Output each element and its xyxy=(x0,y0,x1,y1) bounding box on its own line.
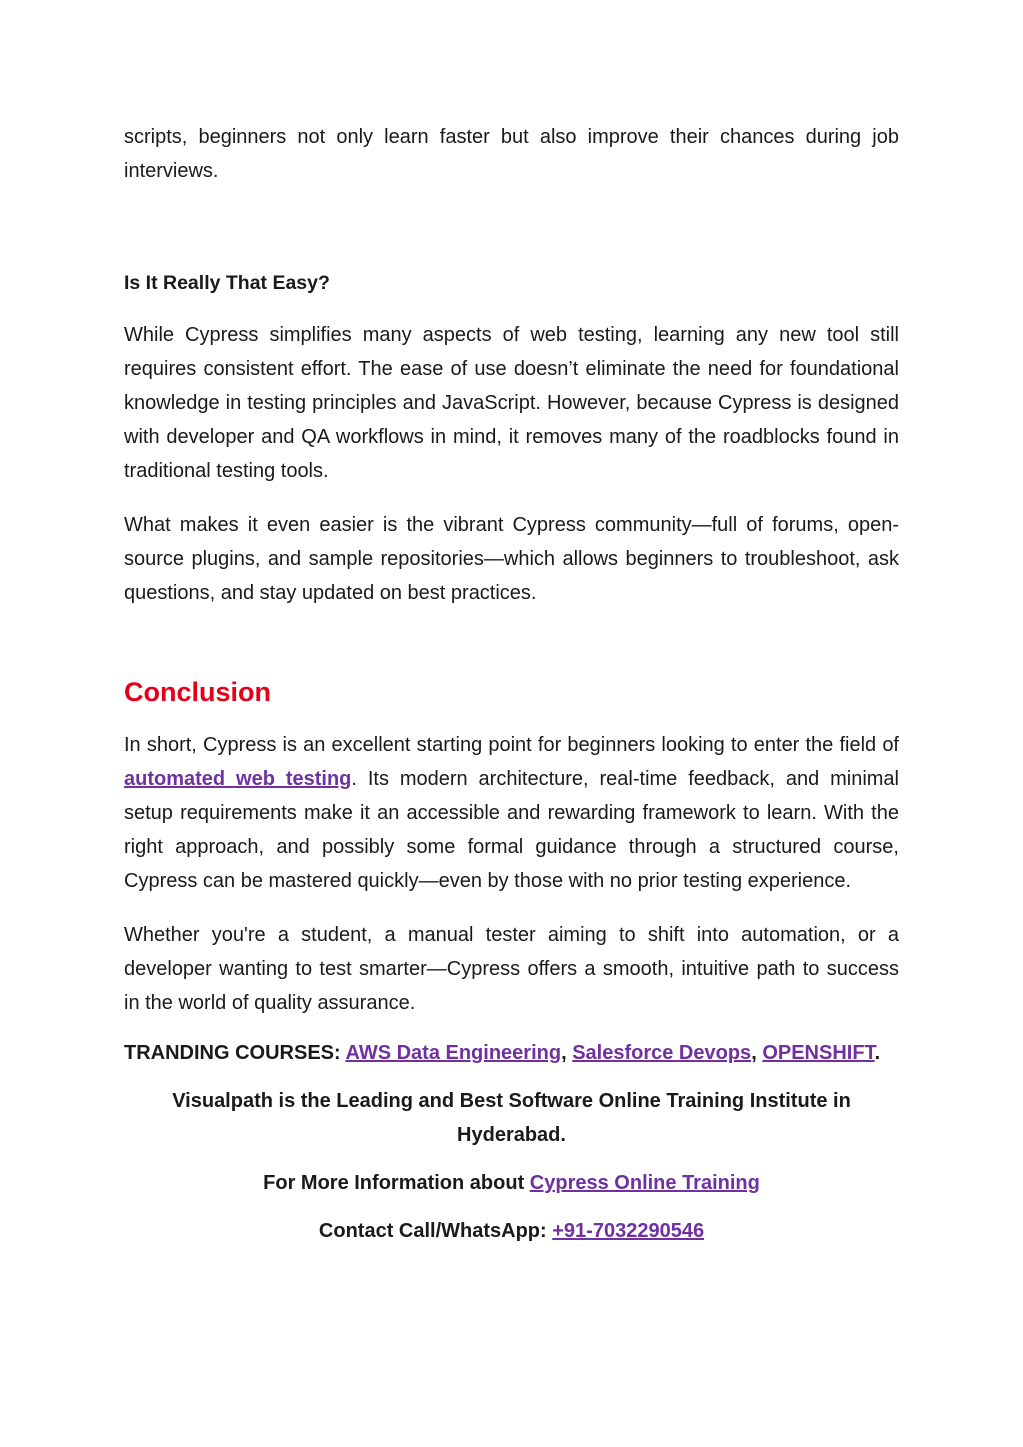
courses-separator: , xyxy=(561,1042,573,1064)
more-info-line xyxy=(124,1166,899,1200)
course-link-salesforce-devops[interactable]: Salesforce Devops xyxy=(572,1042,752,1064)
conclusion-text-before: In short, Cypress is an excellent starting point for beginners looking to enter the field of xyxy=(124,734,899,756)
section-heading-easy: Is It Really That Easy? xyxy=(124,272,330,294)
contact-line xyxy=(124,1214,899,1248)
conclusion-paragraph-2: Whether you're a student, a manual tester aiming to shift into automation, or a developer wanting to test smarter—Cypress offers a smooth, intuitive path to success in the world of quality assurance. xyxy=(124,924,899,1014)
institute-statement: Visualpath is the Leading and Best Software Online Training Institute in Hyderabad. xyxy=(172,1090,851,1146)
courses-separator: , xyxy=(751,1042,763,1064)
conclusion-text-after: . Its modern architecture, real-time feedback, and minimal setup requirements make it an accessible and rewarding framework to learn. With the right approach, and possibly some formal guidance through a structured course, Cypress can be mastered quickly—even by those with no prior testing experience. xyxy=(124,768,899,892)
easy-paragraph-2: What makes it even easier is the vibrant Cypress community—full of forums, open-source plugins, and sample repositories—which allows beginners to troubleshoot, ask questions, and stay updated on best practices. xyxy=(124,514,899,604)
course-link-aws-data-engineering[interactable]: AWS Data Engineering xyxy=(345,1042,562,1064)
intro-paragraph: scripts, beginners not only learn faster but also improve their chances during job interviews. xyxy=(124,126,899,182)
contact-label: Contact Call/WhatsApp: xyxy=(318,1220,553,1242)
courses-end: . xyxy=(874,1042,881,1064)
document-page xyxy=(124,120,899,1262)
conclusion-paragraph-1 xyxy=(124,728,899,898)
easy-paragraph-1: While Cypress simplifies many aspects of web testing, learning any new tool still requires consistent effort. The ease of use doesn’t eliminate the need for foundational knowledge in testing principles and JavaScript. However, because Cypress is designed with developer and QA workflows in mind, it removes many of the roadblocks found in traditional testing tools. xyxy=(124,324,899,482)
trending-courses xyxy=(124,1036,899,1070)
cypress-online-training-link[interactable]: Cypress Online Training xyxy=(529,1172,760,1194)
courses-label: TRANDING COURSES: xyxy=(124,1042,346,1064)
automated-web-testing-link[interactable]: automated web testing xyxy=(124,768,352,790)
phone-link[interactable]: +91-7032290546 xyxy=(552,1220,705,1242)
course-link-openshift[interactable]: OPENSHIFT xyxy=(762,1042,875,1064)
conclusion-heading: Conclusion xyxy=(124,677,271,707)
more-info-label: For More Information about xyxy=(263,1172,530,1194)
